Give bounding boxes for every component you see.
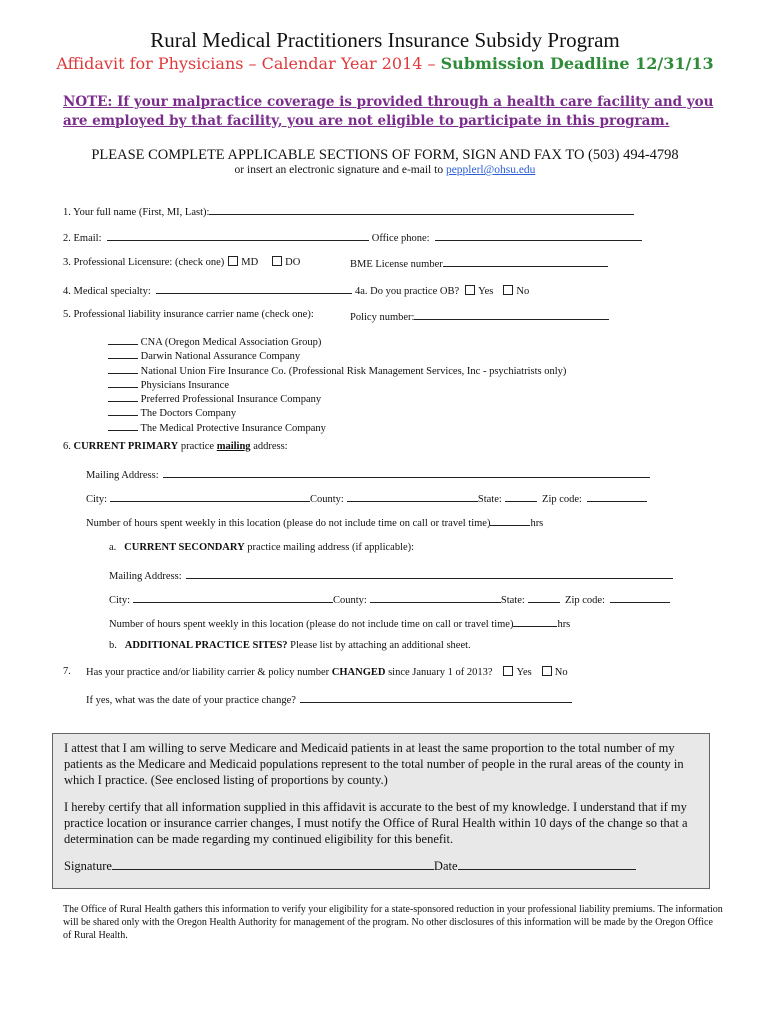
- carrier-check-line[interactable]: [108, 392, 138, 402]
- carrier-name: Preferred Professional Insurance Company: [140, 394, 322, 406]
- q7-row: [86, 666, 568, 678]
- carrier-item: [108, 392, 566, 406]
- md-label: MD: [241, 257, 259, 268]
- ob-yes-checkbox[interactable]: [465, 285, 475, 295]
- q2-email-label: 2. Email:: [63, 233, 102, 244]
- primary-city-row: [86, 491, 647, 505]
- q6a-heading: [109, 542, 414, 553]
- state-label: State:: [500, 595, 525, 606]
- q1-row: [63, 204, 634, 218]
- carrier-item: [108, 378, 566, 392]
- county-label: County:: [310, 494, 344, 505]
- subtitle-affidavit: Affidavit for Physicians – Calendar Year 2014 –: [56, 54, 441, 73]
- carrier-name: The Doctors Company: [140, 408, 237, 420]
- attestation-medicare: I attest that I am willing to serve Medicare and Medicaid patients in at least the same proportion to the total number of my patients as the Medicare and Medicaid populations represent to the total number of people in the rural areas of the county in which I practice. (See enclosed listing of proportions by county.): [64, 741, 684, 787]
- do-checkbox[interactable]: [272, 256, 282, 266]
- secondary-mailing-row: [109, 568, 673, 582]
- bme-license-field[interactable]: [443, 256, 608, 267]
- q7-date-row: [86, 692, 572, 706]
- state-label: State:: [477, 494, 502, 505]
- changed-no-checkbox[interactable]: [542, 666, 552, 676]
- primary-mailing-field[interactable]: [163, 467, 650, 478]
- carrier-name: The Medical Protective Insurance Company: [140, 422, 326, 434]
- q3-row: [63, 256, 300, 268]
- signature-label: Signature: [64, 859, 112, 873]
- bme-label: BME License number: [350, 259, 443, 270]
- q7-date-label: If yes, what was the date of your practice change?: [86, 695, 296, 706]
- q7-number: 7.: [63, 666, 71, 677]
- form-subtitle: [0, 54, 770, 73]
- q6b-text: Please list by attaching an additional sheet.: [287, 640, 471, 651]
- full-name-field[interactable]: [209, 204, 634, 215]
- mailing-label: Mailing Address:: [109, 571, 182, 582]
- q6b-heading: [109, 640, 471, 651]
- md-checkbox[interactable]: [228, 256, 238, 266]
- privacy-footer: The Office of Rural Health gathers this information to verify your eligibility for a state-sponsored reduction in your professional liability premiums. The information will be shared only with the Oregon Health Authority for management of the program. No other disclosures of this information will be made by the Oregon Office of Rural Health.: [63, 904, 723, 941]
- policy-label: Policy number:: [350, 312, 415, 323]
- q5-label: 5. Professional liability insurance carrier name (check one):: [63, 309, 314, 320]
- carrier-item: [108, 421, 566, 435]
- eligibility-note: NOTE: If your malpractice coverage is provided through a health care facility and you are employed by that facility, you are not eligible to participate in this program.: [63, 94, 714, 129]
- carrier-check-line[interactable]: [108, 378, 138, 388]
- ob-no-checkbox[interactable]: [503, 285, 513, 295]
- specialty-field[interactable]: [156, 283, 352, 294]
- date-field[interactable]: [458, 858, 636, 870]
- q6-mailing: mailing: [216, 441, 251, 452]
- email-field[interactable]: [107, 230, 369, 241]
- email-link[interactable]: pepplerl@ohsu.edu: [445, 164, 536, 176]
- secondary-zip-field[interactable]: [610, 592, 670, 603]
- policy-number-field[interactable]: [414, 309, 609, 320]
- mailing-label: Mailing Address:: [86, 470, 159, 481]
- hrs-label: hrs: [530, 518, 544, 529]
- practice-change-date-field[interactable]: [300, 692, 572, 703]
- carrier-item: [108, 406, 566, 420]
- q6-text-end: address:: [250, 441, 288, 452]
- secondary-hours-row: [109, 616, 570, 630]
- attestation-certify: I hereby certify that all information supplied in this affidavit is accurate to the best of my knowledge. I understand that if my practice location or insurance carrier changes, I must notify the Office of Rural Health within 10 days of the change so that a determination can be made regarding my continued eligibility for this benefit.: [64, 800, 688, 846]
- secondary-city-row: [109, 592, 670, 606]
- q7-text-end: since January 1 of 2013?: [385, 667, 493, 678]
- q1-label: 1. Your full name (First, MI, Last):: [63, 207, 210, 218]
- carrier-name: Physicians Insurance: [140, 379, 229, 391]
- changed-no-label: No: [554, 667, 568, 678]
- q6-text: practice: [178, 441, 217, 452]
- changed-yes-checkbox[interactable]: [503, 666, 513, 676]
- hours-label: Number of hours spent weekly in this location (please do not include time on call or travel time): [86, 518, 491, 529]
- primary-zip-field[interactable]: [587, 491, 647, 502]
- q6-primary: CURRENT PRIMARY: [73, 441, 179, 452]
- carrier-check-line[interactable]: [108, 421, 138, 431]
- carrier-check-line[interactable]: [108, 349, 138, 359]
- carrier-check-line[interactable]: [108, 335, 138, 345]
- primary-hours-row: [86, 515, 543, 529]
- form-title: Rural Medical Practitioners Insurance Subsidy Program: [150, 28, 620, 52]
- date-label: Date: [433, 859, 458, 873]
- q4-row: [63, 283, 529, 297]
- q6-number: 6.: [63, 441, 71, 452]
- carrier-name: Darwin National Assurance Company: [140, 351, 301, 363]
- carrier-item: [108, 349, 566, 363]
- zip-label: Zip code:: [542, 494, 582, 505]
- hrs-label: hrs: [557, 619, 571, 630]
- carrier-name: CNA (Oregon Medical Association Group): [140, 337, 322, 348]
- q7-text: Has your practice and/or liability carrier & policy number: [86, 667, 332, 678]
- email-instruction-text: or insert an electronic signature and e-mail to: [234, 164, 446, 176]
- secondary-county-field[interactable]: [370, 592, 501, 603]
- carrier-item: [108, 335, 566, 349]
- q4-label: 4. Medical specialty:: [63, 286, 151, 297]
- carrier-check-line[interactable]: [108, 364, 138, 374]
- carrier-name: National Union Fire Insurance Co. (Professional Risk Management Services, Inc - psychiatrists only): [140, 365, 567, 377]
- city-label: City:: [109, 595, 131, 606]
- q6a-letter: a.: [109, 542, 117, 553]
- q2-phone-label: Office phone:: [371, 233, 430, 244]
- q2-row: [63, 230, 642, 244]
- ob-yes-label: Yes: [478, 286, 494, 297]
- email-instruction: [0, 164, 770, 176]
- do-label: DO: [285, 257, 301, 268]
- secondary-mailing-field[interactable]: [186, 568, 673, 579]
- bme-row: [350, 256, 608, 270]
- primary-city-field[interactable]: [110, 491, 310, 502]
- policy-row: [350, 309, 609, 323]
- q3-label: 3. Professional Licensure: (check one): [63, 257, 225, 268]
- changed-yes-label: Yes: [516, 667, 532, 678]
- secondary-state-field[interactable]: [528, 592, 560, 603]
- signature-row: [64, 858, 699, 874]
- primary-state-field[interactable]: [505, 491, 537, 502]
- ob-no-label: No: [516, 286, 530, 297]
- carrier-check-line[interactable]: [108, 406, 138, 416]
- q4a-label: 4a. Do you practice OB?: [355, 286, 460, 297]
- q6b-letter: b.: [109, 640, 117, 651]
- city-label: City:: [86, 494, 108, 505]
- hours-label: Number of hours spent weekly in this location (please do not include time on call or travel time): [109, 619, 514, 630]
- secondary-hours-field[interactable]: [513, 616, 557, 627]
- primary-county-field[interactable]: [347, 491, 478, 502]
- carrier-item: [108, 364, 566, 378]
- office-phone-field[interactable]: [435, 230, 642, 241]
- q6a-text: practice mailing address (if applicable):: [244, 542, 415, 553]
- q6a-secondary: CURRENT SECONDARY: [124, 542, 245, 553]
- county-label: County:: [333, 595, 367, 606]
- fax-instruction: PLEASE COMPLETE APPLICABLE SECTIONS OF FORM, SIGN AND FAX TO (503) 494-4798: [91, 147, 679, 163]
- q6b-additional: ADDITIONAL PRACTICE SITES?: [124, 640, 288, 651]
- zip-label: Zip code:: [565, 595, 605, 606]
- primary-hours-field[interactable]: [490, 515, 530, 526]
- secondary-city-field[interactable]: [133, 592, 333, 603]
- attestation-box: [52, 733, 710, 889]
- q6-heading: [63, 441, 288, 452]
- carrier-list: [108, 335, 566, 435]
- subtitle-deadline: Submission Deadline 12/31/13: [440, 54, 714, 73]
- q7-changed: CHANGED: [331, 667, 386, 678]
- signature-field[interactable]: [112, 858, 434, 870]
- primary-mailing-row: [86, 467, 650, 481]
